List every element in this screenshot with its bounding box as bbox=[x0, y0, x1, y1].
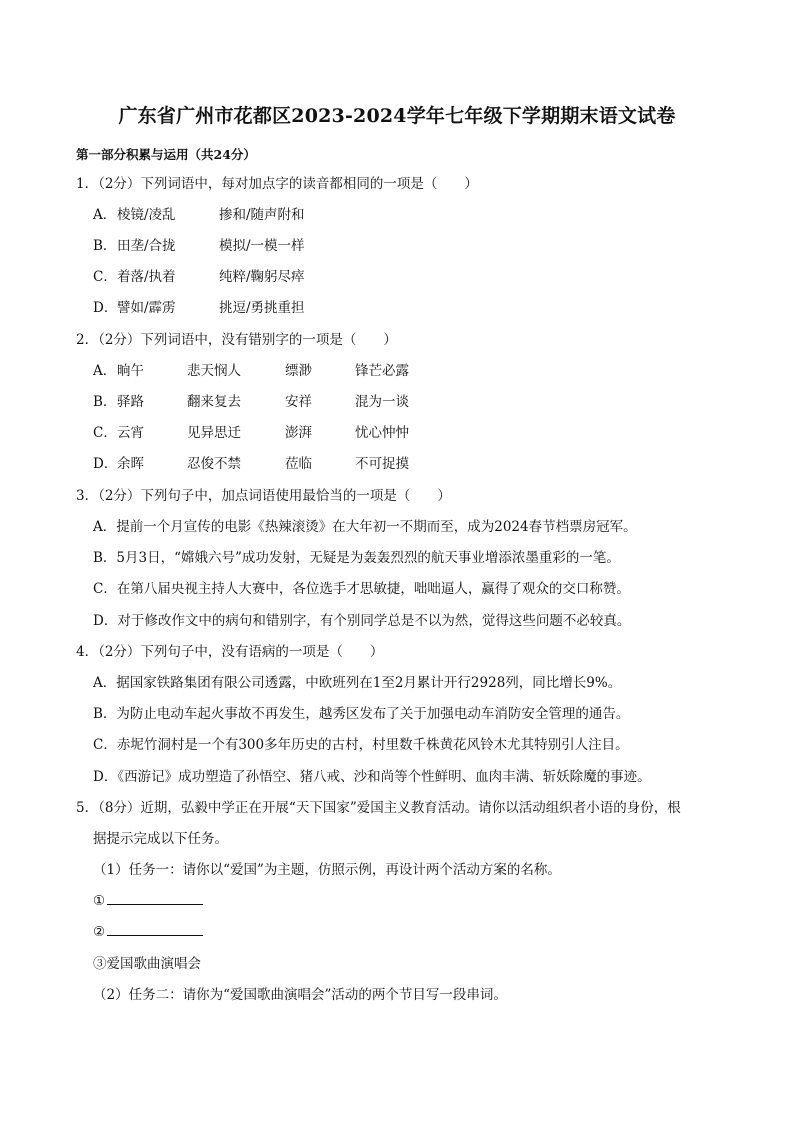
question-4-stem: 4．（2分）下列句子中，没有语病的一项是（ ） bbox=[76, 644, 384, 660]
option-item: 忧心忡忡 bbox=[355, 425, 409, 441]
question-1-option-c bbox=[93, 268, 693, 286]
blank-line bbox=[107, 923, 203, 936]
question-5-example: ③爱国歌曲演唱会 bbox=[93, 956, 201, 972]
question-4-option-c: C．赤坭竹洞村是一个有300多年历史的古村，村里数千株黄花风铃木尤其特别引人注目。 bbox=[93, 737, 629, 753]
option-item: 安祥 bbox=[285, 394, 312, 410]
option-item: 莅临 bbox=[285, 456, 312, 472]
option-item: 田垄/合拢 bbox=[117, 238, 176, 254]
option-item: 挑逗/勇挑重担 bbox=[219, 300, 305, 316]
option-item: 驿路 bbox=[117, 394, 144, 410]
option-item: 棱镜/凌乱 bbox=[117, 207, 176, 223]
blank-line bbox=[107, 892, 203, 905]
exam-title: 广东省广州市花都区2023-2024学年七年级下学期期末语文试卷 bbox=[118, 105, 676, 127]
question-5-stem-line1: 5．（8分）近期，弘毅中学正在开展“天下国家”爱国主义教育活动。请你以活动组织者小语的身份，根 bbox=[76, 800, 681, 816]
question-3-option-b: B．5月3日，“嫦娥六号”成功发射，无疑是为轰轰烈烈的航天事业增添浓墨重彩的一笔。 bbox=[93, 550, 620, 566]
option-label: C． bbox=[93, 269, 117, 285]
option-item: 晌午 bbox=[117, 363, 144, 379]
question-5-task2: （2）任务二：请你为“爱国歌曲演唱会”活动的两个节目写一段串词。 bbox=[93, 987, 507, 1003]
option-label: B． bbox=[93, 394, 117, 410]
section-heading: 第一部分积累与运用（共24分） bbox=[76, 147, 256, 162]
question-3-option-a: A．提前一个月宣传的电影《热辣滚烫》在大年初一不期而至，成为2024春节档票房冠军。 bbox=[93, 519, 637, 535]
option-item: 模拟/一模一样 bbox=[219, 238, 305, 254]
question-4-option-b: B．为防止电动车起火事故不再发生，越秀区发布了关于加强电动车消防安全管理的通告。 bbox=[93, 706, 630, 722]
question-1-option-b bbox=[93, 237, 693, 255]
answer-blank-1[interactable] bbox=[93, 892, 203, 910]
question-3-option-d: D．对于修改作文中的病句和错别字，有个别同学总是不以为然，觉得这些问题不必较真。 bbox=[93, 613, 631, 629]
question-2-option-c bbox=[93, 424, 693, 442]
question-4-option-d: D．《西游记》成功塑造了孙悟空、猪八戒、沙和尚等个性鲜明、血肉丰满、斩妖除魔的事迹。 bbox=[93, 769, 651, 785]
option-label: D． bbox=[93, 300, 118, 316]
question-2-option-d bbox=[93, 455, 693, 473]
option-item: 掺和/随声附和 bbox=[219, 207, 305, 223]
question-5-stem-line2: 据提示完成以下任务。 bbox=[93, 831, 228, 847]
question-1-option-d bbox=[93, 299, 693, 317]
question-2-stem: 2．（2分）下列词语中，没有错别字的一项是（ ） bbox=[76, 332, 397, 348]
answer-blank-2[interactable] bbox=[93, 923, 203, 941]
question-3-option-c: C．在第八届央视主持人大赛中，各位选手才思敏捷，咄咄逼人，赢得了观众的交口称赞。 bbox=[93, 581, 630, 597]
question-3-stem: 3．（2分）下列句子中，加点词语使用最恰当的一项是（ ） bbox=[76, 488, 451, 504]
question-5-task1: （1）任务一：请你以“爱国”为主题，仿照示例，再设计两个活动方案的名称。 bbox=[93, 862, 561, 878]
option-item: 澎湃 bbox=[285, 425, 312, 441]
option-item: 纯粹/鞠躬尽瘁 bbox=[219, 269, 305, 285]
option-item: 混为一谈 bbox=[355, 394, 409, 410]
option-item: 余晖 bbox=[117, 456, 144, 472]
option-item: 着落/执着 bbox=[117, 269, 176, 285]
blank-label: ① bbox=[93, 893, 106, 909]
option-item: 不可捉摸 bbox=[355, 456, 409, 472]
option-item: 忍俊不禁 bbox=[187, 456, 241, 472]
option-label: A． bbox=[93, 207, 117, 223]
option-item: 悲天悯人 bbox=[187, 363, 241, 379]
question-2-option-a bbox=[93, 362, 693, 380]
option-label: C． bbox=[93, 425, 117, 441]
question-2-option-b bbox=[93, 393, 693, 411]
option-item: 云宵 bbox=[117, 425, 144, 441]
option-item: 锋芒必露 bbox=[355, 363, 409, 379]
question-1-option-a bbox=[93, 206, 693, 224]
blank-label: ② bbox=[93, 924, 106, 940]
option-item: 见异思迁 bbox=[187, 425, 241, 441]
option-item: 翻来复去 bbox=[187, 394, 241, 410]
option-item: 缥渺 bbox=[285, 363, 312, 379]
option-label: D． bbox=[93, 456, 118, 472]
question-1-stem: 1．（2分）下列词语中，每对加点字的读音都相同的一项是（ ） bbox=[76, 176, 478, 192]
question-4-option-a: A．据国家铁路集团有限公司透露，中欧班列在1至2月累计开行2928列，同比增长9%。 bbox=[93, 675, 622, 691]
option-item: 譬如/霹雳 bbox=[117, 300, 176, 316]
option-label: A． bbox=[93, 363, 117, 379]
option-label: B． bbox=[93, 238, 117, 254]
